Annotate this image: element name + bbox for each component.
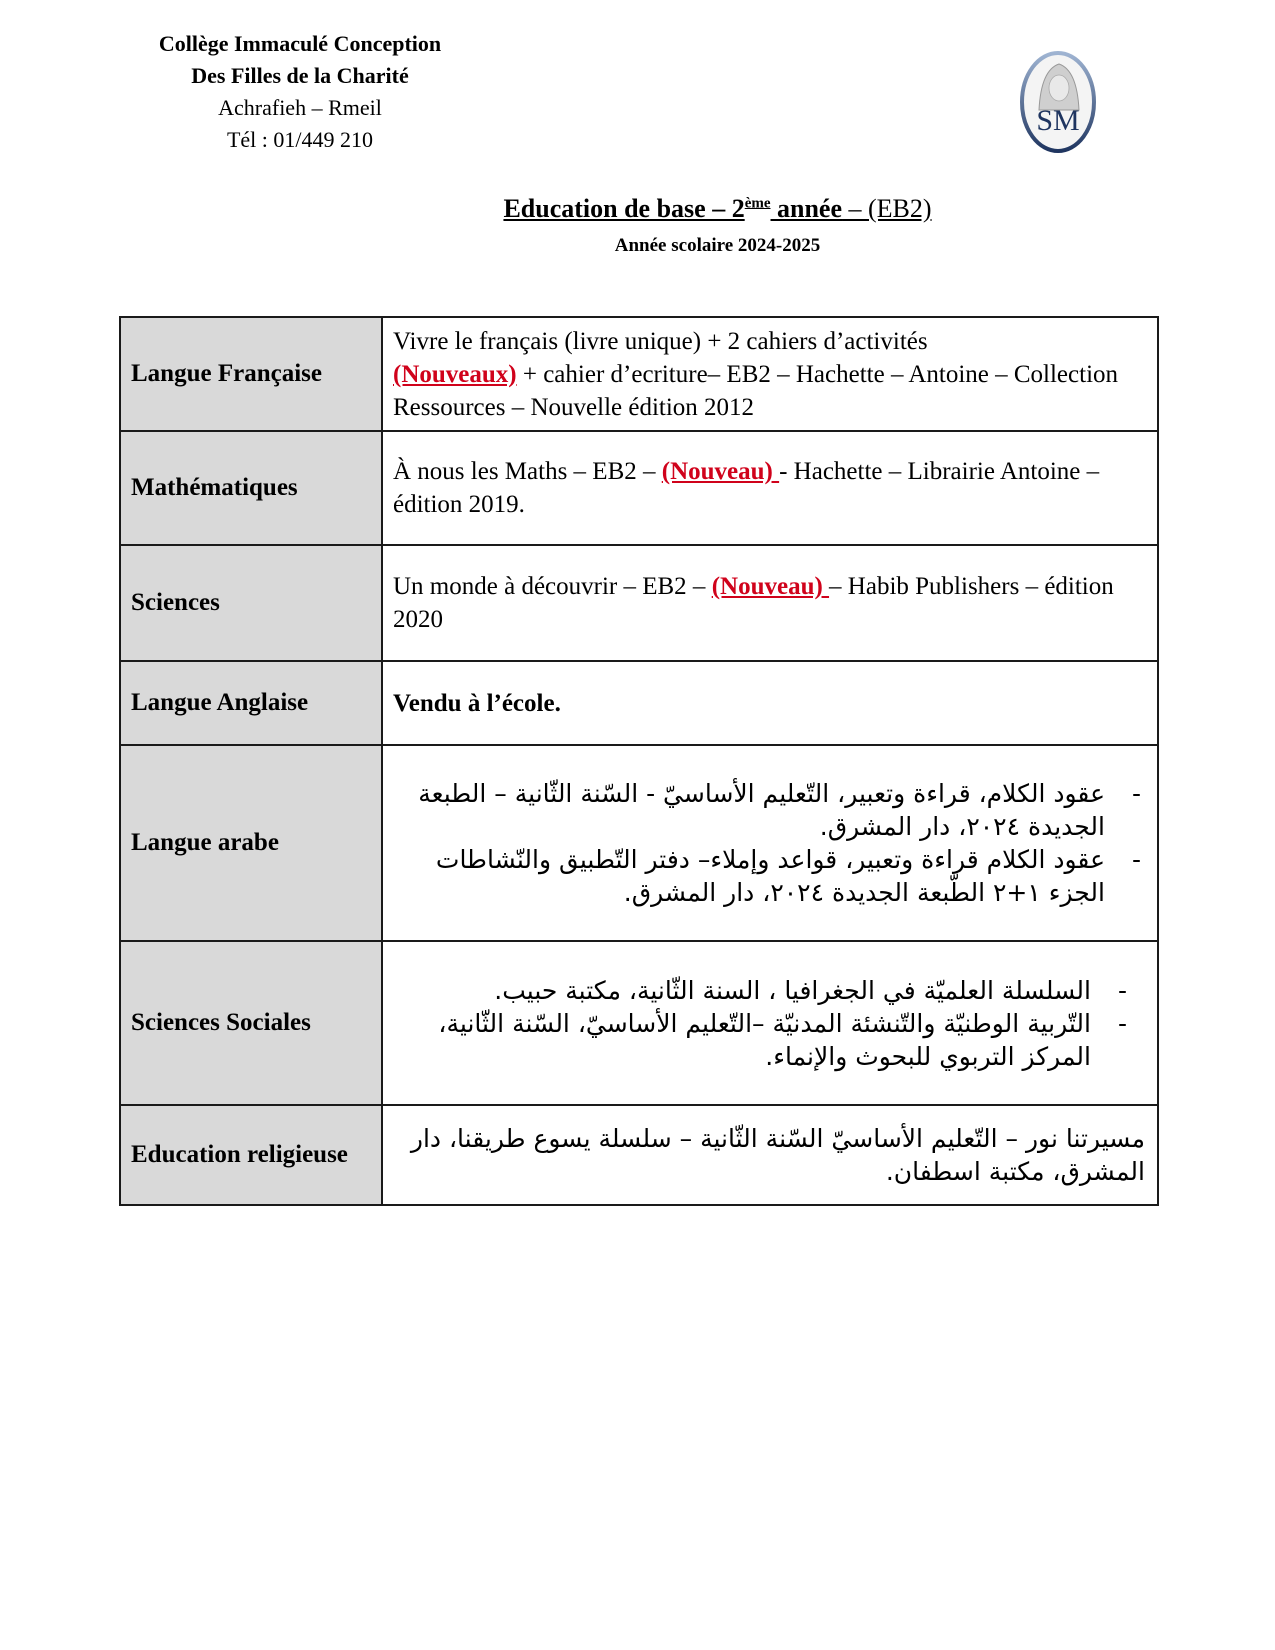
school-name: Collège Immaculé Conception (158, 31, 442, 56)
new-badge: (Nouveau) (711, 573, 830, 600)
subject-cell: Langue Française (120, 317, 382, 431)
school-crest-icon (1019, 50, 1097, 154)
table-row (120, 661, 1158, 745)
congregation-name: Des Filles de la Charité (191, 63, 409, 88)
list-item: - التّربية الوطنيّة والتّنشئة المدنيّة –التّعليم الأساسيّ، السّنة الثّانية، المركز التربوي للبحوث والإنماء. (393, 1007, 1109, 1073)
books-cell (382, 941, 1158, 1105)
subject-cell: Langue Anglaise (120, 661, 382, 745)
books-cell (382, 745, 1158, 941)
subject-cell: Mathématiques (120, 431, 382, 545)
books-cell: Vendu à l’école. (382, 661, 1158, 745)
list-item: - عقود الكلام، قراءة وتعبير، التّعليم الأساسيّ - السّنة الثّانية – الطبعة الجديدة ٢٠٢٤، دار المشرق. (393, 777, 1123, 843)
school-header (120, 28, 480, 156)
table-row (120, 1105, 1158, 1205)
table-row (120, 545, 1158, 661)
subject-cell: Sciences (120, 545, 382, 661)
books-cell: Un monde à découvrir – EB2 – (Nouveau) – Habib Publishers – édition 2020 (382, 545, 1158, 661)
subject-cell: Education religieuse (120, 1105, 382, 1205)
new-badge: (Nouveau) (661, 458, 780, 485)
subject-cell: Langue arabe (120, 745, 382, 941)
crest-monogram: SM (1036, 104, 1080, 137)
table-row (120, 317, 1158, 431)
books-cell: مسيرتنا نور – التّعليم الأساسيّ السّنة الثّانية – سلسلة يسوع طريقنا، دار المشرق، مكتبة اسطفان. (382, 1105, 1158, 1205)
table-row (120, 745, 1158, 941)
page-title: Education de base – 2ème année – (EB2) (503, 194, 932, 223)
school-location: Achrafieh – Rmeil (218, 95, 382, 120)
table-row (120, 431, 1158, 545)
list-item: - عقود الكلام قراءة وتعبير، قواعد وإملاء– دفتر التّطبيق والنّشاطات الجزء ١+٢ الطّبعة الجديدة ٢٠٢٤، دار المشرق. (393, 843, 1123, 909)
subject-cell: Sciences Sociales (120, 941, 382, 1105)
book-list-table (119, 316, 1159, 1206)
school-phone: Tél : 01/449 210 (226, 127, 374, 152)
table-row (120, 941, 1158, 1105)
books-cell: Vivre le français (livre unique) + 2 cahiers d’activités (Nouveaux) + cahier d’ecriture– EB2 – Hachette – Antoine – Collection Ressources – Nouvelle édition 2012 (382, 317, 1158, 431)
list-item: - السلسلة العلميّة في الجغرافيا ، السنة الثّانية، مكتبة حبيب. (393, 974, 1109, 1007)
books-cell: À nous les Maths – EB2 – (Nouveau) - Hachette – Librairie Antoine – édition 2019. (382, 431, 1158, 545)
new-badge: (Nouveaux) (393, 360, 517, 388)
school-year: Année scolaire 2024-2025 (614, 235, 821, 256)
